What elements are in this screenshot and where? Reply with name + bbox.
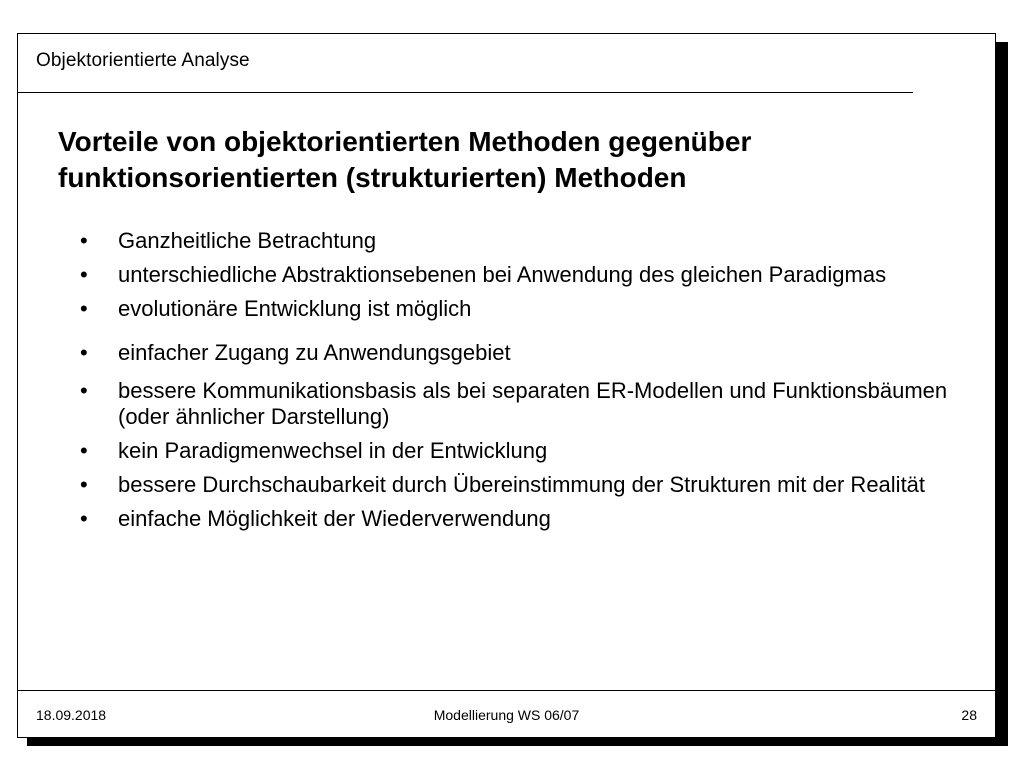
footer-divider	[18, 690, 995, 691]
bullet-item	[80, 438, 980, 464]
bullet-text: einfache Möglichkeit der Wiederverwendung	[118, 506, 551, 531]
bullet-item	[80, 378, 980, 430]
bullet-text: bessere Kommunikationsbasis als bei separaten ER-Modellen und Funktionsbäumen (oder ähnlicher Darstellung)	[118, 378, 948, 429]
bullet-item	[80, 296, 980, 322]
header-divider	[18, 92, 913, 93]
slide	[17, 33, 996, 738]
bullet-text: einfacher Zugang zu Anwendungsgebiet	[118, 340, 511, 365]
bullet-text: kein Paradigmenwechsel in der Entwicklung	[118, 438, 548, 463]
bullet-text: unterschiedliche Abstraktionsebenen bei Anwendung des gleichen Paradigmas	[118, 262, 887, 287]
header-title: Objektorientierte Analyse	[36, 50, 250, 71]
bullet-dot: •	[80, 506, 88, 531]
bullet-text: bessere Durchschaubarkeit durch Übereinstimmung der Strukturen mit der Realität	[118, 472, 926, 497]
footer-date: 18.09.2018	[36, 707, 107, 723]
bullet-dot: •	[80, 262, 88, 287]
bullet-dot: •	[80, 378, 88, 403]
bullet-list	[80, 228, 980, 532]
bullet-item	[80, 340, 980, 366]
bullet-item	[80, 472, 980, 498]
bullet-item	[80, 262, 980, 288]
page-number: 28	[961, 707, 977, 723]
bullet-dot: •	[80, 228, 88, 253]
slide-title: Vorteile von objektorientierten Methoden gegenüber funktionsorientierten (strukturierten) Methoden	[58, 126, 752, 193]
bullet-text: evolutionäre Entwicklung ist möglich	[118, 296, 472, 321]
bullet-dot: •	[80, 438, 88, 463]
bullet-text: Ganzheitliche Betrachtung	[118, 228, 377, 253]
bullet-dot: •	[80, 340, 88, 365]
bullet-item	[80, 506, 980, 532]
bullet-item	[80, 228, 980, 254]
footer-course: Modellierung WS 06/07	[433, 707, 580, 723]
bullet-dot: •	[80, 472, 88, 497]
bullet-dot: •	[80, 296, 88, 321]
